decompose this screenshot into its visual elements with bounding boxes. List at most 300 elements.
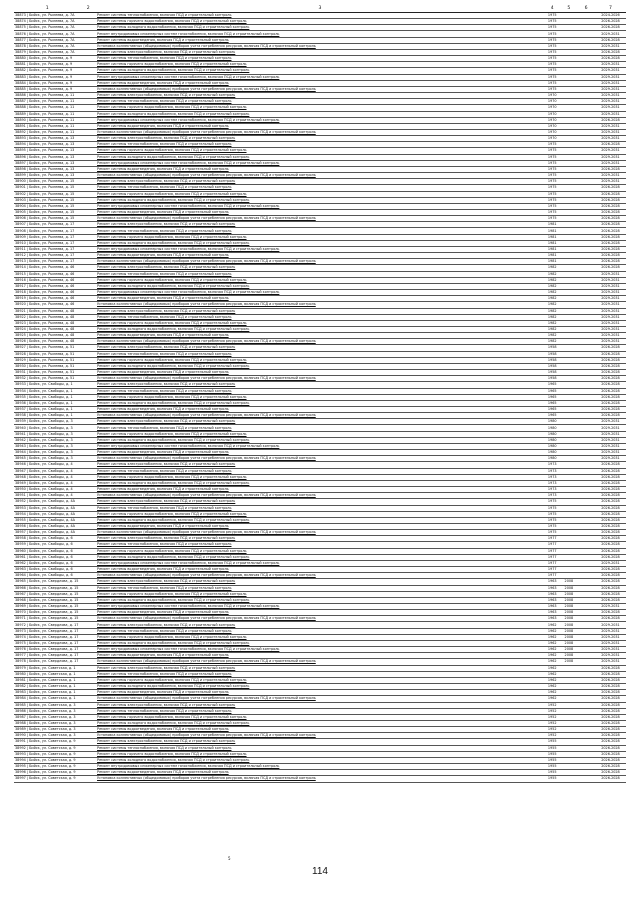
planned-period-cell: 2029-2031	[595, 148, 626, 154]
commission-year-cell: 1977	[544, 542, 561, 548]
commission-year-cell: 1975	[544, 80, 561, 86]
address-cell: 38943 | Бийск, ул. Свободы, д. 3	[14, 443, 96, 449]
address-cell: 38969 | Бийск, ул. Свердлова, д. 15	[14, 604, 96, 610]
commission-year-cell: 1952	[544, 708, 561, 714]
last-repair-year-cell: 2008	[561, 616, 578, 622]
address-cell: 38953 | Бийск, ул. Свободы, д. 4А	[14, 505, 96, 511]
address-cell: 38947 | Бийск, ул. Свободы, д. 4	[14, 468, 96, 474]
address-cell: 38886 | Бийск, ул. Рылеева, д. 11	[14, 93, 96, 99]
work-type-cell: Ремонт системы холодного водоснабжения, включая ПСД и строительный контроль	[96, 283, 544, 289]
planned-period-cell: 2026-2028	[595, 49, 626, 55]
planned-period-cell: 2029-2031	[595, 43, 626, 49]
commission-year-cell: 1975	[544, 19, 561, 25]
planned-period-cell: 2029-2031	[595, 179, 626, 185]
address-cell: 38884 | Бийск, ул. Рылеева, д. 9	[14, 80, 96, 86]
planned-period-cell: 2026-2028	[595, 117, 626, 123]
address-cell: 38908 | Бийск, ул. Рылеева, д. 17	[14, 228, 96, 234]
work-type-cell: Ремонт системы теплоснабжения, включая ПСД и строительный контроль	[96, 271, 544, 277]
commission-year-cell: 1975	[544, 530, 561, 536]
address-cell: 38978 | Бийск, ул. Свердлова, д. 17	[14, 659, 96, 665]
planned-period-cell: 2026-2028	[595, 203, 626, 209]
address-cell: 38980 | Бийск, ул. Советская, д. 1	[14, 671, 96, 677]
address-cell: 38930 | Бийск, ул. Рылеева, д. 51	[14, 363, 96, 369]
work-type-cell: Ремонт системы электроснабжения, включая ПСД и строительный контроль	[96, 93, 544, 99]
work-type-cell: Ремонт системы теплоснабжения, включая ПСД и строительный контроль	[96, 585, 544, 591]
planned-period-cell: 2026-2028	[595, 370, 626, 376]
work-type-cell: Ремонт системы электроснабжения, включая ПСД и строительный контроль	[96, 702, 544, 708]
work-type-cell: Ремонт системы горячего водоснабжения, включая ПСД и строительный контроль	[96, 191, 544, 197]
planned-period-cell: 2026-2028	[595, 400, 626, 406]
commission-year-cell: 1975	[544, 191, 561, 197]
address-cell: 38956 | Бийск, ул. Свободы, д. 4А	[14, 523, 96, 529]
address-cell: 38875 | Бийск, ул. Рылеева, д. 7А	[14, 25, 96, 31]
planned-period-cell: 2029-2031	[595, 308, 626, 314]
planned-period-cell: 2026-2028	[595, 696, 626, 702]
address-cell: 38983 | Бийск, ул. Советская, д. 1	[14, 690, 96, 696]
work-type-cell: Ремонт внутридомовых инженерных систем газоснабжения, включая ПСД и строительный контроль	[96, 290, 544, 296]
commission-year-cell: 1962	[544, 634, 561, 640]
work-type-cell: Ремонт системы горячего водоснабжения, включая ПСД и строительный контроль	[96, 105, 544, 111]
planned-period-cell: 2026-2028	[595, 468, 626, 474]
address-cell: 38976 | Бийск, ул. Свердлова, д. 17	[14, 647, 96, 653]
planned-period-cell: 2029-2031	[595, 320, 626, 326]
planned-period-cell: 2029-2031	[595, 647, 626, 653]
address-cell: 38960 | Бийск, ул. Свободы, д. 6	[14, 548, 96, 554]
last-repair-year-cell: 2008	[561, 579, 578, 585]
planned-period-cell: 2029-2031	[595, 160, 626, 166]
work-type-cell: Ремонт системы электроснабжения, включая ПСД и строительный контроль	[96, 536, 544, 542]
work-type-cell: Ремонт системы водоотведения, включая ПСД и строительный контроль	[96, 333, 544, 339]
work-type-cell: Ремонт системы горячего водоснабжения, включая ПСД и строительный контроль	[96, 431, 544, 437]
address-cell: 38970 | Бийск, ул. Свердлова, д. 15	[14, 610, 96, 616]
planned-period-cell: 2024-2026	[595, 13, 626, 19]
work-type-cell: Ремонт системы электроснабжения, включая ПСД и строительный контроль	[96, 382, 544, 388]
planned-period-cell: 2026-2028	[595, 228, 626, 234]
work-type-cell: Ремонт системы электроснабжения, включая ПСД и строительный контроль	[96, 665, 544, 671]
planned-period-cell: 2026-2028	[595, 197, 626, 203]
planned-period-cell: 2026-2028	[595, 671, 626, 677]
planned-period-cell: 2029-2031	[595, 136, 626, 142]
address-cell: 38876 | Бийск, ул. Рылеева, д. 7А	[14, 31, 96, 37]
commission-year-cell: 1970	[544, 111, 561, 117]
planned-period-cell: 2026-2028	[595, 776, 626, 782]
work-type-cell: Установка коллективных (общедомовых) приборов учета потребления ресурсов, включая ПСД и строительный контроль	[96, 616, 544, 622]
address-cell: 38959 | Бийск, ул. Свободы, д. 6	[14, 542, 96, 548]
address-cell: 38990 | Бийск, ул. Советская, д. 3	[14, 733, 96, 739]
col-7-header: 7	[595, 5, 626, 13]
address-cell: 38877 | Бийск, ул. Рылеева, д. 7А	[14, 37, 96, 43]
work-type-cell: Ремонт системы холодного водоснабжения, включая ПСД и строительный контроль	[96, 326, 544, 332]
address-cell: 38893 | Бийск, ул. Рылеева, д. 13	[14, 136, 96, 142]
work-type-cell: Установка коллективных (общедомовых) приборов учета потребления ресурсов, включая ПСД и строительный контроль	[96, 573, 544, 579]
address-cell: 38905 | Бийск, ул. Рылеева, д. 15	[14, 210, 96, 216]
address-cell: 38982 | Бийск, ул. Советская, д. 1	[14, 684, 96, 690]
commission-year-cell: 1962	[544, 671, 561, 677]
col-1-header: 1	[14, 5, 81, 13]
planned-period-cell: 2026-2028	[595, 764, 626, 770]
planned-period-cell: 2026-2028	[595, 480, 626, 486]
planned-period-cell: 2029-2031	[595, 302, 626, 308]
planned-period-cell: 2026-2028	[595, 388, 626, 394]
planned-period-cell: 2029-2031	[595, 283, 626, 289]
planned-period-cell: 2026-2028	[595, 234, 626, 240]
address-cell: 38899 | Бийск, ул. Рылеева, д. 13	[14, 173, 96, 179]
planned-period-cell: 2026-2028	[595, 665, 626, 671]
address-cell: 38903 | Бийск, ул. Рылеева, д. 15	[14, 197, 96, 203]
work-type-cell: Ремонт внутридомовых инженерных систем газоснабжения, включая ПСД и строительный контроль	[96, 604, 544, 610]
address-cell: 38977 | Бийск, ул. Свердлова, д. 17	[14, 653, 96, 659]
commission-year-cell: 1980	[544, 443, 561, 449]
address-cell: 38897 | Бийск, ул. Рылеева, д. 13	[14, 160, 96, 166]
work-type-cell: Установка коллективных (общедомовых) приборов учета потребления ресурсов, включая ПСД и строительный контроль	[96, 302, 544, 308]
commission-year-cell: 1973	[544, 493, 561, 499]
work-type-cell: Ремонт системы водоотведения, включая ПСД и строительный контроль	[96, 690, 544, 696]
planned-period-cell: 2026-2028	[595, 413, 626, 419]
address-cell: 38994 | Бийск, ул. Советская, д. 9	[14, 757, 96, 763]
commission-year-cell: 1970	[544, 123, 561, 129]
planned-period-cell: 2029-2031	[595, 62, 626, 68]
commission-year-cell: 1980	[544, 456, 561, 462]
planned-period-cell: 2026-2028	[595, 677, 626, 683]
address-cell: 38992 | Бийск, ул. Советская, д. 9	[14, 745, 96, 751]
commission-year-cell: 1977	[544, 548, 561, 554]
work-type-cell: Ремонт системы электроснабжения, включая ПСД и строительный контроль	[96, 179, 544, 185]
work-type-cell: Ремонт внутридомовых инженерных систем газоснабжения, включая ПСД и строительный контроль	[96, 31, 544, 37]
work-type-cell: Ремонт системы холодного водоснабжения, включая ПСД и строительный контроль	[96, 197, 544, 203]
address-cell: 38936 | Бийск, ул. Свободы, д. 1	[14, 400, 96, 406]
planned-period-cell: 2026-2028	[595, 222, 626, 228]
commission-year-cell: 1965	[544, 400, 561, 406]
planned-period-cell: 2029-2031	[595, 628, 626, 634]
commission-year-cell: 1982	[544, 333, 561, 339]
last-repair-year-cell: 2008	[561, 653, 578, 659]
work-type-cell: Ремонт внутридомовых инженерных систем газоснабжения, включая ПСД и строительный контроль	[96, 443, 544, 449]
planned-period-cell: 2026-2028	[595, 517, 626, 523]
commission-year-cell: 1962	[544, 628, 561, 634]
commission-year-cell: 1955	[544, 751, 561, 757]
commission-year-cell: 1975	[544, 25, 561, 31]
commission-year-cell: 1958	[544, 363, 561, 369]
planned-period-cell: 2029-2031	[595, 419, 626, 425]
commission-year-cell: 1982	[544, 296, 561, 302]
commission-year-cell: 1975	[544, 203, 561, 209]
commission-year-cell: 1982	[544, 326, 561, 332]
planned-period-cell: 2029-2031	[595, 640, 626, 646]
address-cell: 38966 | Бийск, ул. Свердлова, д. 15	[14, 585, 96, 591]
work-type-cell: Ремонт системы холодного водоснабжения, включая ПСД и строительный контроль	[96, 437, 544, 443]
planned-period-cell: 2026-2028	[595, 739, 626, 745]
address-cell: 38957 | Бийск, ул. Свободы, д. 4А	[14, 530, 96, 536]
commission-year-cell: 1975	[544, 197, 561, 203]
planned-period-cell: 2026-2028	[595, 376, 626, 382]
address-cell: 38916 | Бийск, ул. Рылеева, д. 46	[14, 277, 96, 283]
planned-period-cell: 2026-2028	[595, 56, 626, 62]
work-type-cell: Ремонт системы холодного водоснабжения, включая ПСД и строительный контроль	[96, 757, 544, 763]
last-repair-year-cell: 2008	[561, 597, 578, 603]
work-type-cell: Ремонт системы теплоснабжения, включая ПСД и строительный контроль	[96, 671, 544, 677]
work-type-cell: Ремонт системы холодного водоснабжения, включая ПСД и строительный контроль	[96, 25, 544, 31]
work-type-cell: Ремонт системы электроснабжения, включая ПСД и строительный контроль	[96, 579, 544, 585]
planned-period-cell: 2026-2028	[595, 511, 626, 517]
address-cell: 38901 | Бийск, ул. Рылеева, д. 15	[14, 185, 96, 191]
commission-year-cell: 1981	[544, 259, 561, 265]
planned-period-cell: 2026-2028	[595, 591, 626, 597]
work-type-cell: Ремонт внутридомовых инженерных систем газоснабжения, включая ПСД и строительный контроль	[96, 203, 544, 209]
address-cell: 38989 | Бийск, ул. Советская, д. 3	[14, 727, 96, 733]
planned-period-cell: 2029-2031	[595, 154, 626, 160]
address-cell: 38914 | Бийск, ул. Рылеева, д. 46	[14, 265, 96, 271]
col-3-header: 3	[96, 5, 544, 13]
commission-year-cell: 1955	[544, 770, 561, 776]
planned-period-cell: 2026-2028	[595, 345, 626, 351]
table-body	[14, 13, 626, 783]
work-type-cell: Ремонт системы теплоснабжения, включая ПСД и строительный контроль	[96, 505, 544, 511]
address-cell: 38985 | Бийск, ул. Советская, д. 3	[14, 702, 96, 708]
commission-year-cell: 1958	[544, 370, 561, 376]
commission-year-cell: 1982	[544, 339, 561, 345]
address-cell: 38883 | Бийск, ул. Рылеева, д. 9	[14, 74, 96, 80]
planned-period-cell: 2029-2031	[595, 86, 626, 92]
commission-year-cell: 1977	[544, 573, 561, 579]
commission-year-cell: 1975	[544, 74, 561, 80]
commission-year-cell: 1975	[544, 216, 561, 222]
commission-year-cell: 1962	[544, 622, 561, 628]
address-cell: 38924 | Бийск, ул. Рылеева, д. 48	[14, 326, 96, 332]
commission-year-cell: 1963	[544, 591, 561, 597]
work-type-cell: Ремонт системы водоотведения, включая ПСД и строительный контроль	[96, 210, 544, 216]
col-5-header: 5	[561, 5, 578, 13]
work-type-cell: Ремонт системы электроснабжения, включая ПСД и строительный контроль	[96, 49, 544, 55]
address-cell: 38997 | Бийск, ул. Советская, д. 9	[14, 776, 96, 782]
work-type-cell: Ремонт внутридомовых инженерных систем газоснабжения, включая ПСД и строительный контроль	[96, 560, 544, 566]
planned-period-cell: 2026-2028	[595, 610, 626, 616]
work-type-cell: Ремонт системы теплоснабжения, включая ПСД и строительный контроль	[96, 628, 544, 634]
planned-period-cell: 2029-2031	[595, 123, 626, 129]
commission-year-cell: 1980	[544, 437, 561, 443]
address-cell: 38991 | Бийск, ул. Советская, д. 9	[14, 739, 96, 745]
planned-period-cell: 2026-2028	[595, 720, 626, 726]
work-type-cell: Установка коллективных (общедомовых) приборов учета потребления ресурсов, включая ПСД и строительный контроль	[96, 43, 544, 49]
work-type-cell: Установка коллективных (общедомовых) приборов учета потребления ресурсов, включая ПСД и строительный контроль	[96, 129, 544, 135]
address-cell: 38925 | Бийск, ул. Рылеева, д. 48	[14, 333, 96, 339]
address-cell: 38920 | Бийск, ул. Рылеева, д. 46	[14, 302, 96, 308]
commission-year-cell: 1970	[544, 117, 561, 123]
commission-year-cell: 1958	[544, 357, 561, 363]
commission-year-cell: 1977	[544, 536, 561, 542]
address-cell: 38975 | Бийск, ул. Свердлова, д. 17	[14, 640, 96, 646]
planned-period-cell: 2029-2031	[595, 111, 626, 117]
commission-year-cell: 1952	[544, 727, 561, 733]
planned-period-cell: 2026-2028	[595, 702, 626, 708]
work-type-cell: Ремонт системы холодного водоснабжения, включая ПСД и строительный контроль	[96, 68, 544, 74]
last-repair-year-cell: 2008	[561, 591, 578, 597]
address-cell: 38922 | Бийск, ул. Рылеева, д. 48	[14, 314, 96, 320]
commission-year-cell: 1975	[544, 68, 561, 74]
planned-period-cell: 2029-2031	[595, 560, 626, 566]
commission-year-cell: 1958	[544, 345, 561, 351]
address-cell: 38974 | Бийск, ул. Свердлова, д. 17	[14, 634, 96, 640]
work-type-cell: Ремонт системы холодного водоснабжения, включая ПСД и строительный контроль	[96, 720, 544, 726]
commission-year-cell: 1973	[544, 474, 561, 480]
planned-period-cell: 2026-2028	[595, 770, 626, 776]
work-type-cell: Ремонт системы теплоснабжения, включая ПСД и строительный контроль	[96, 425, 544, 431]
planned-period-cell: 2029-2031	[595, 74, 626, 80]
address-cell: 38967 | Бийск, ул. Свердлова, д. 15	[14, 591, 96, 597]
column-number-row	[14, 5, 626, 13]
planned-period-cell: 2029-2031	[595, 314, 626, 320]
commission-year-cell: 1965	[544, 394, 561, 400]
work-type-cell: Ремонт системы электроснабжения, включая ПСД и строительный контроль	[96, 345, 544, 351]
planned-period-cell: 2029-2031	[595, 431, 626, 437]
work-type-cell: Ремонт системы теплоснабжения, включая ПСД и строительный контроль	[96, 542, 544, 548]
work-type-cell: Ремонт системы теплоснабжения, включая ПСД и строительный контроль	[96, 708, 544, 714]
work-type-cell: Установка коллективных (общедомовых) приборов учета потребления ресурсов, включая ПСД и строительный контроль	[96, 530, 544, 536]
address-cell: 38900 | Бийск, ул. Рылеева, д. 15	[14, 179, 96, 185]
work-type-cell: Ремонт системы электроснабжения, включая ПСД и строительный контроль	[96, 499, 544, 505]
planned-period-cell: 2026-2028	[595, 246, 626, 252]
address-cell: 38952 | Бийск, ул. Свободы, д. 4А	[14, 499, 96, 505]
address-cell: 38950 | Бийск, ул. Свободы, д. 4	[14, 487, 96, 493]
address-cell: 38881 | Бийск, ул. Рылеева, д. 9	[14, 62, 96, 68]
address-cell: 38927 | Бийск, ул. Рылеева, д. 51	[14, 345, 96, 351]
commission-year-cell: 1952	[544, 714, 561, 720]
commission-year-cell: 1962	[544, 677, 561, 683]
work-type-cell: Ремонт системы теплоснабжения, включая ПСД и строительный контроль	[96, 388, 544, 394]
commission-year-cell: 1952	[544, 720, 561, 726]
address-cell: 38961 | Бийск, ул. Свободы, д. 6	[14, 554, 96, 560]
work-type-cell: Ремонт системы теплоснабжения, включая ПСД и строительный контроль	[96, 99, 544, 105]
commission-year-cell: 1975	[544, 517, 561, 523]
work-type-cell: Ремонт системы горячего водоснабжения, включая ПСД и строительный контроль	[96, 277, 544, 283]
work-type-cell: Ремонт системы теплоснабжения, включая ПСД и строительный контроль	[96, 56, 544, 62]
address-cell: 38945 | Бийск, ул. Свободы, д. 3	[14, 456, 96, 462]
commission-year-cell: 1955	[544, 745, 561, 751]
work-type-cell: Ремонт системы теплоснабжения, включая ПСД и строительный контроль	[96, 351, 544, 357]
address-cell: 38939 | Бийск, ул. Свободы, д. 3	[14, 419, 96, 425]
planned-period-cell: 2029-2031	[595, 277, 626, 283]
commission-year-cell: 1975	[544, 31, 561, 37]
col-6-header: 6	[577, 5, 595, 13]
address-cell: 38968 | Бийск, ул. Свердлова, д. 15	[14, 597, 96, 603]
address-cell: 38954 | Бийск, ул. Свободы, д. 4А	[14, 511, 96, 517]
address-cell: 38887 | Бийск, ул. Рылеева, д. 11	[14, 99, 96, 105]
commission-year-cell: 1963	[544, 579, 561, 585]
commission-year-cell: 1975	[544, 43, 561, 49]
planned-period-cell: 2026-2028	[595, 536, 626, 542]
commission-year-cell: 1952	[544, 702, 561, 708]
commission-year-cell: 1982	[544, 283, 561, 289]
commission-year-cell: 1963	[544, 604, 561, 610]
address-cell: 38913 | Бийск, ул. Рылеева, д. 17	[14, 259, 96, 265]
commission-year-cell: 1982	[544, 314, 561, 320]
planned-period-cell: 2026-2028	[595, 530, 626, 536]
planned-period-cell: 2026-2028	[595, 499, 626, 505]
work-type-cell: Ремонт системы горячего водоснабжения, включая ПСД и строительный контроль	[96, 234, 544, 240]
work-type-cell: Ремонт системы водоотведения, включая ПСД и строительный контроль	[96, 610, 544, 616]
address-cell: 38984 | Бийск, ул. Советская, д. 1	[14, 696, 96, 702]
address-cell: 38993 | Бийск, ул. Советская, д. 9	[14, 751, 96, 757]
planned-period-cell: 2029-2031	[595, 31, 626, 37]
address-cell: 38964 | Бийск, ул. Свободы, д. 6	[14, 573, 96, 579]
work-type-cell: Ремонт системы водоотведения, включая ПСД и строительный контроль	[96, 296, 544, 302]
planned-period-cell: 2029-2031	[595, 659, 626, 665]
work-type-cell: Ремонт системы водоотведения, включая ПСД и строительный контроль	[96, 166, 544, 172]
work-type-cell: Ремонт системы холодного водоснабжения, включая ПСД и строительный контроль	[96, 154, 544, 160]
work-type-cell: Ремонт системы теплоснабжения, включая ПСД и строительный контроль	[96, 13, 544, 19]
commission-year-cell: 1977	[544, 554, 561, 560]
work-type-cell: Ремонт внутридомовых инженерных систем газоснабжения, включая ПСД и строительный контроль	[96, 764, 544, 770]
work-type-cell: Ремонт системы горячего водоснабжения, включая ПСД и строительный контроль	[96, 148, 544, 154]
work-type-cell: Ремонт системы водоотведения, включая ПСД и строительный контроль	[96, 727, 544, 733]
work-type-cell: Ремонт системы холодного водоснабжения, включая ПСД и строительный контроль	[96, 517, 544, 523]
commission-year-cell: 1955	[544, 739, 561, 745]
planned-period-cell: 2029-2031	[595, 296, 626, 302]
commission-year-cell: 1975	[544, 166, 561, 172]
planned-period-cell: 2026-2028	[595, 363, 626, 369]
planned-period-cell: 2026-2028	[595, 523, 626, 529]
planned-period-cell: 2026-2028	[595, 597, 626, 603]
work-type-cell: Ремонт внутридомовых инженерных систем газоснабжения, включая ПСД и строительный контроль	[96, 160, 544, 166]
commission-year-cell: 1963	[544, 597, 561, 603]
planned-period-cell: 2026-2028	[595, 462, 626, 468]
address-cell: 38941 | Бийск, ул. Свободы, д. 3	[14, 431, 96, 437]
commission-year-cell: 1970	[544, 93, 561, 99]
address-cell: 38906 | Бийск, ул. Рылеева, д. 15	[14, 216, 96, 222]
commission-year-cell: 1975	[544, 523, 561, 529]
commission-year-cell: 1962	[544, 690, 561, 696]
address-cell: 38896 | Бийск, ул. Рылеева, д. 13	[14, 154, 96, 160]
work-type-cell: Ремонт системы горячего водоснабжения, включая ПСД и строительный контроль	[96, 357, 544, 363]
register-sheet	[14, 5, 626, 783]
commission-year-cell: 1962	[544, 665, 561, 671]
work-type-cell: Ремонт внутридомовых инженерных систем газоснабжения, включая ПСД и строительный контроль	[96, 246, 544, 252]
work-type-cell: Ремонт системы электроснабжения, включая ПСД и строительный контроль	[96, 739, 544, 745]
commission-year-cell: 1962	[544, 653, 561, 659]
work-type-cell: Ремонт системы горячего водоснабжения, включая ПСД и строительный контроль	[96, 677, 544, 683]
planned-period-cell: 2029-2031	[595, 80, 626, 86]
planned-period-cell: 2026-2028	[595, 351, 626, 357]
planned-period-cell: 2026-2028	[595, 394, 626, 400]
address-cell: 38951 | Бийск, ул. Свободы, д. 4	[14, 493, 96, 499]
work-type-cell: Ремонт системы электроснабжения, включая ПСД и строительный контроль	[96, 462, 544, 468]
commission-year-cell: 1981	[544, 228, 561, 234]
work-type-cell: Ремонт системы горячего водоснабжения, включая ПСД и строительный контроль	[96, 548, 544, 554]
commission-year-cell: 1977	[544, 567, 561, 573]
work-type-cell: Ремонт системы холодного водоснабжения, включая ПСД и строительный контроль	[96, 111, 544, 117]
commission-year-cell: 1970	[544, 129, 561, 135]
planned-period-cell: 2026-2028	[595, 573, 626, 579]
commission-year-cell: 1982	[544, 320, 561, 326]
commission-year-cell: 1982	[544, 302, 561, 308]
planned-period-cell: 2026-2028	[595, 684, 626, 690]
repair-schedule-table	[14, 5, 626, 783]
planned-period-cell: 2026-2028	[595, 259, 626, 265]
address-cell: 38874 | Бийск, ул. Рылеева, д. 7А	[14, 19, 96, 25]
planned-period-cell: 2026-2028	[595, 357, 626, 363]
commission-year-cell: 1973	[544, 487, 561, 493]
commission-year-cell: 1981	[544, 246, 561, 252]
planned-period-cell: 2026-2028	[595, 733, 626, 739]
last-repair-year-cell: 2008	[561, 585, 578, 591]
commission-year-cell: 1982	[544, 277, 561, 283]
planned-period-cell: 2026-2028	[595, 567, 626, 573]
planned-period-cell: 2026-2028	[595, 493, 626, 499]
address-cell: 38955 | Бийск, ул. Свободы, д. 4А	[14, 517, 96, 523]
work-type-cell: Ремонт системы холодного водоснабжения, включая ПСД и строительный контроль	[96, 240, 544, 246]
planned-period-cell: 2029-2031	[595, 68, 626, 74]
planned-period-cell: 2029-2031	[595, 271, 626, 277]
commission-year-cell: 1975	[544, 62, 561, 68]
